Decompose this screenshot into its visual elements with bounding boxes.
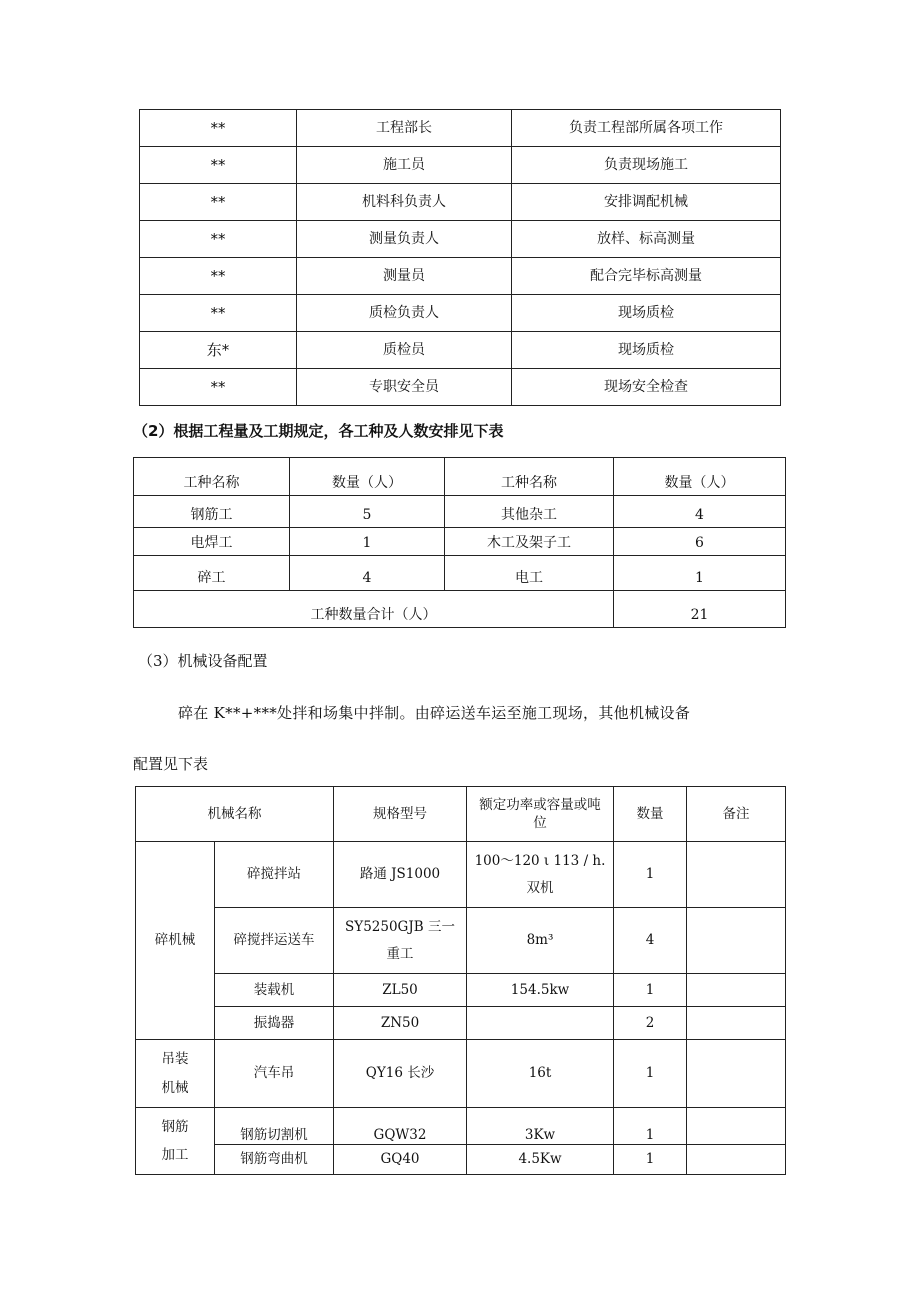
machine-remarks-cell (687, 908, 786, 974)
machine-row (136, 1145, 786, 1175)
staff-name-cell: ** (140, 147, 297, 184)
staff-duty-cell: 配合完毕标高测量 (512, 258, 781, 295)
machine-qty-cell: 2 (614, 1007, 687, 1040)
staff-row (140, 258, 781, 295)
machine-remarks-cell (687, 1108, 786, 1145)
quantity-cell: 5 (290, 496, 445, 528)
machine-remarks-cell (687, 1007, 786, 1040)
worker-table-row (134, 496, 786, 528)
staff-name-cell: ** (140, 221, 297, 258)
machine-qty-cell: 4 (614, 908, 687, 974)
model-line2: 重工 (386, 945, 414, 962)
group-label-line1: 吊装 (161, 1051, 189, 1068)
machine-model-cell: GQW32 (334, 1108, 467, 1145)
staff-row (140, 369, 781, 406)
staff-position-cell: 施工员 (297, 147, 512, 184)
header-rated-power-line1: 额定功率或容量或吨 (479, 796, 601, 813)
machine-name-cell: 碎搅拌站 (215, 842, 334, 908)
machine-name-cell: 汽车吊 (215, 1040, 334, 1108)
total-label: 工种数量合计（人） (134, 591, 614, 628)
staff-duty-cell: 放样、标高测量 (512, 221, 781, 258)
staff-position-cell: 专职安全员 (297, 369, 512, 406)
header-rated-power (467, 787, 614, 842)
staff-name-cell: ** (140, 184, 297, 221)
worker-table-total-row (134, 591, 786, 628)
trade-name-cell: 电工 (445, 556, 614, 591)
trade-name-cell: 电焊工 (134, 528, 290, 556)
machine-model-cell: QY16 长沙 (334, 1040, 467, 1108)
machine-name-cell: 钢筋切割机 (215, 1108, 334, 1145)
staff-row (140, 184, 781, 221)
header-rated-power-line2: 位 (533, 815, 547, 831)
staff-row (140, 110, 781, 147)
quantity-cell: 1 (614, 556, 786, 591)
machine-qty-cell: 1 (614, 842, 687, 908)
group-label-line2: 机械 (161, 1079, 189, 1096)
machine-name-cell: 振捣器 (215, 1007, 334, 1040)
staff-position-cell: 质检负责人 (297, 295, 512, 332)
machine-row (136, 842, 786, 908)
machine-power-cell: 3Kw (467, 1108, 614, 1145)
machine-qty-cell: 1 (614, 1108, 687, 1145)
machine-model-cell (334, 908, 467, 974)
machine-row (136, 1040, 786, 1108)
staff-name-cell: ** (140, 110, 297, 147)
machine-row (136, 908, 786, 974)
header-machine-name: 机械名称 (136, 787, 334, 842)
staff-name-cell: ** (140, 295, 297, 332)
staff-position-cell: 测量负责人 (297, 221, 512, 258)
worker-table-row (134, 556, 786, 591)
trade-name-cell: 钢筋工 (134, 496, 290, 528)
quantity-cell: 4 (290, 556, 445, 591)
group-label (136, 1108, 215, 1175)
machine-row (136, 1108, 786, 1145)
machine-qty-cell: 1 (614, 1040, 687, 1108)
staff-row (140, 147, 781, 184)
worker-allocation-table (133, 457, 786, 628)
trade-name-cell: 碎工 (134, 556, 290, 591)
section-2-heading: （2）根据工程量及工期规定，各工种及人数安排见下表 (133, 422, 504, 440)
staff-position-cell: 机料科负责人 (297, 184, 512, 221)
worker-table-row (134, 528, 786, 556)
machine-power-cell (467, 842, 614, 908)
staff-name-cell: 东* (140, 332, 297, 369)
machine-name-cell: 装载机 (215, 974, 334, 1007)
machine-model-cell: ZN50 (334, 1007, 467, 1040)
staff-name-cell: ** (140, 369, 297, 406)
machine-qty-cell: 1 (614, 1145, 687, 1175)
header-remarks: 备注 (687, 787, 786, 842)
section-3-heading: （3）机械设备配置 (138, 652, 268, 670)
header-trade-name: 工种名称 (134, 458, 290, 496)
staff-position-cell: 工程部长 (297, 110, 512, 147)
staff-duty-cell: 现场质检 (512, 295, 781, 332)
staff-name-cell: ** (140, 258, 297, 295)
machinery-table (135, 786, 786, 1175)
staff-duty-cell: 负责现场施工 (512, 147, 781, 184)
staff-position-cell: 质检员 (297, 332, 512, 369)
machine-remarks-cell (687, 1145, 786, 1175)
machine-power-cell: 8m³ (467, 908, 614, 974)
trade-name-cell: 木工及架子工 (445, 528, 614, 556)
machine-remarks-cell (687, 1040, 786, 1108)
model-line1: SY5250GJB 三一 (345, 919, 455, 936)
worker-table-header-row (134, 458, 786, 496)
staff-table-body (140, 110, 781, 406)
staff-row (140, 221, 781, 258)
header-quantity: 数量（人） (290, 458, 445, 496)
staff-row (140, 295, 781, 332)
staff-duty-cell: 现场质检 (512, 332, 781, 369)
group-label-line2: 加工 (161, 1147, 189, 1163)
quantity-cell: 4 (614, 496, 786, 528)
machine-model-cell: 路通 JS1000 (334, 842, 467, 908)
header-quantity: 数量 (614, 787, 687, 842)
machine-row (136, 974, 786, 1007)
group-label-line1: 钢筋 (161, 1118, 189, 1135)
machine-table-header-row (136, 787, 786, 842)
header-quantity: 数量（人） (614, 458, 786, 496)
quantity-cell: 1 (290, 528, 445, 556)
group-label (136, 1040, 215, 1108)
machine-name-cell: 钢筋弯曲机 (215, 1145, 334, 1175)
machine-power-cell: 4.5Kw (467, 1145, 614, 1175)
group-label: 碎机械 (136, 842, 215, 1040)
machine-remarks-cell (687, 974, 786, 1007)
power-line1: 100～120 ι 113 / h. (474, 853, 606, 870)
machine-row (136, 1007, 786, 1040)
staff-responsibility-table (139, 109, 781, 406)
machine-power-cell: 154.5kw (467, 974, 614, 1007)
staff-row (140, 332, 781, 369)
machine-remarks-cell (687, 842, 786, 908)
header-model: 规格型号 (334, 787, 467, 842)
staff-duty-cell: 负责工程部所属各项工作 (512, 110, 781, 147)
section-3-paragraph: 碎在 K**+***处拌和场集中拌制。由碎运送车运至施工现场，其他机械设备 (178, 704, 691, 722)
total-value: 21 (614, 591, 786, 628)
trade-name-cell: 其他杂工 (445, 496, 614, 528)
section-3-paragraph-continued: 配置见下表 (133, 755, 209, 773)
staff-duty-cell: 安排调配机械 (512, 184, 781, 221)
power-line2: 双机 (526, 879, 554, 896)
machine-power-cell (467, 1007, 614, 1040)
machine-qty-cell: 1 (614, 974, 687, 1007)
machine-model-cell: ZL50 (334, 974, 467, 1007)
machine-model-cell: GQ40 (334, 1145, 467, 1175)
header-trade-name: 工种名称 (445, 458, 614, 496)
staff-position-cell: 测量员 (297, 258, 512, 295)
machine-power-cell: 16t (467, 1040, 614, 1108)
quantity-cell: 6 (614, 528, 786, 556)
machine-name-cell: 碎搅拌运送车 (215, 908, 334, 974)
staff-duty-cell: 现场安全检查 (512, 369, 781, 406)
